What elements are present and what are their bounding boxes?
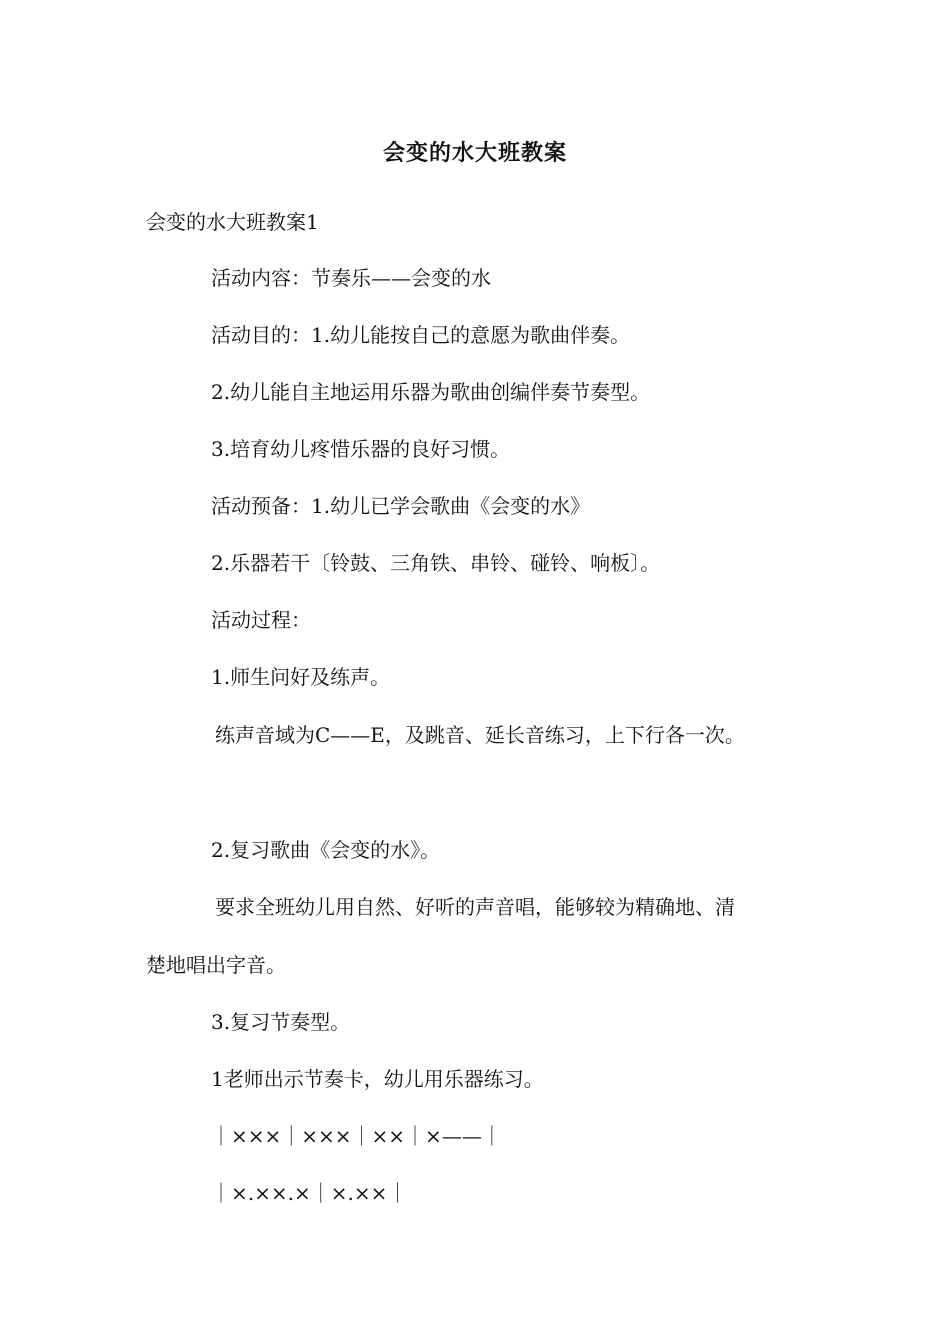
paragraph-activity-preparation: 活动预备：1.幼儿已学会歌曲《会变的水》	[211, 494, 591, 518]
paragraph-goal-2: 2.幼儿能自主地运用乐器为歌曲创编伴奏节奏型。	[211, 380, 651, 404]
paragraph-rhythm-card: 1老师出示节奏卡，幼儿用乐器练习。	[211, 1067, 544, 1091]
paragraph-singing-requirement-cont: 楚地唱出字音。	[146, 953, 286, 977]
paragraph-singing-requirement: 要求全班幼儿用自然、好听的声音唱，能够较为精确地、清	[215, 895, 735, 919]
paragraph-vocal-practice: 练声音域为C——E，及跳音、延长音练习，上下行各一次。	[215, 723, 745, 747]
paragraph-activity-goal: 活动目的：1.幼儿能按自己的意愿为歌曲伴奏。	[211, 323, 631, 347]
paragraph-step-2: 2.复习歌曲《会变的水》。	[211, 838, 441, 862]
paragraph-step-1: 1.师生问好及练声。	[211, 665, 391, 689]
rhythm-pattern-2: ｜×.××.×｜×.××｜	[211, 1181, 408, 1205]
paragraph-preparation-2: 2.乐器若干〔铃鼓、三角铁、串铃、碰铃、响板〕。	[211, 551, 661, 575]
paragraph-activity-process: 活动过程：	[211, 608, 311, 632]
document-title: 会变的水大班教案	[382, 140, 567, 166]
section-heading: 会变的水大班教案1	[146, 210, 319, 234]
paragraph-activity-content: 活动内容：节奏乐——会变的水	[211, 266, 491, 290]
paragraph-step-3: 3.复习节奏型。	[211, 1010, 351, 1034]
rhythm-pattern-1: ｜×××｜×××｜××｜×——｜	[211, 1124, 502, 1148]
paragraph-goal-3: 3.培育幼儿疼惜乐器的良好习惯。	[211, 437, 511, 461]
